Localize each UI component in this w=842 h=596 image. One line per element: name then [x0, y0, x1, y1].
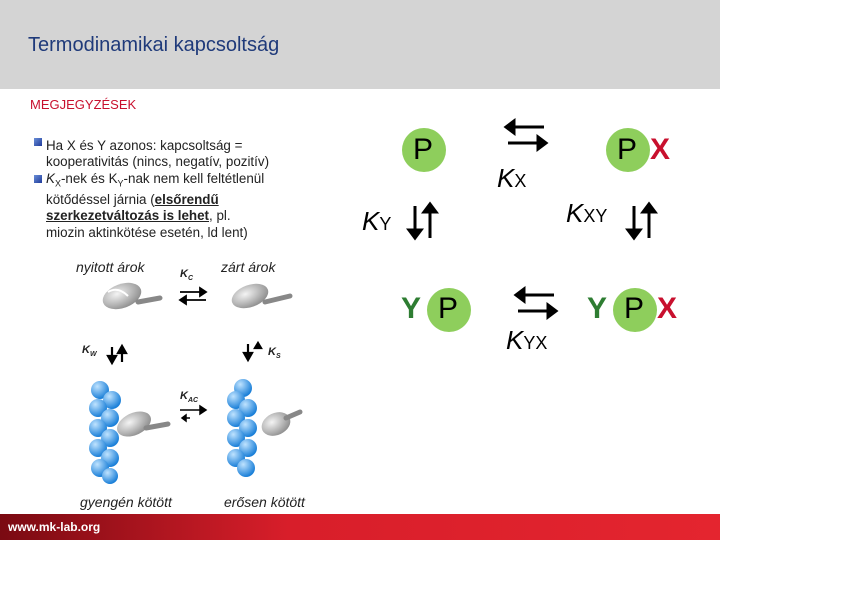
- kx-constant: KX: [497, 163, 527, 193]
- note-line: $K_X$-nek és $K_Y$-nak nem kell feltétlenül: [46, 170, 265, 189]
- note-line: kötődéssel járnia (elsőrendű: [46, 191, 219, 207]
- equilibrium-arrows-w: [108, 346, 126, 363]
- strong-bound-label: erősen kötött: [224, 494, 305, 510]
- page-title: Termodinamikai kapcsoltság: [28, 34, 280, 56]
- kw-label: $K_W$: [82, 344, 97, 359]
- myosin-head-open: [99, 278, 160, 314]
- cycle-arrow-bottom: [516, 289, 556, 317]
- p-label: P: [413, 133, 434, 166]
- cycle-arrow-top: [506, 121, 546, 149]
- myosin-head-closed: [228, 279, 290, 313]
- x-label: X: [650, 133, 671, 166]
- closed-cleft-label: zárt árok: [221, 259, 276, 275]
- open-cleft-label: nyitott árok: [76, 259, 145, 275]
- myosin-head-strong: [258, 408, 300, 441]
- p-label: P: [438, 292, 459, 325]
- y-label: Y: [401, 292, 422, 325]
- footer-url: www.mk-lab.org: [8, 520, 101, 534]
- notes-title: MEGJEGYZÉSEK: [30, 97, 137, 112]
- y-label: Y: [587, 292, 608, 325]
- note-line: szerkezetváltozás is lehet, pl.: [46, 208, 231, 224]
- ky-constant: KY: [362, 206, 392, 236]
- weak-bound-label: gyengén kötött: [80, 494, 172, 510]
- equilibrium-arrows-c: [180, 288, 206, 304]
- cycle-arrow-right: [628, 204, 655, 238]
- myosin-head-weak: [113, 406, 168, 441]
- kyx-constant: KYX: [506, 325, 548, 355]
- x-label: X: [657, 292, 678, 325]
- equilibrium-arrows-s: [244, 343, 261, 360]
- cycle-arrow-left: [409, 204, 436, 238]
- p-label: P: [624, 292, 645, 325]
- p-label: P: [617, 133, 638, 166]
- note-line: miozin aktinkötése esetén, ld lent): [46, 224, 248, 240]
- ks-label: $K_S$: [268, 346, 281, 361]
- kac-label: $K_{AC}$: [180, 390, 199, 405]
- note-line: Ha X és Y azonos: kapcsoltság =: [46, 138, 243, 153]
- kxy-constant: KXY: [566, 198, 608, 228]
- actin-filament-weak: [89, 381, 121, 484]
- equilibrium-arrows-ac: [180, 406, 206, 421]
- actin-filament-strong: [227, 379, 257, 477]
- footer-bar: [0, 514, 720, 540]
- note-line: kooperativitás (nincs, negatív, pozitív): [46, 154, 270, 170]
- kc-label: $K_C$: [180, 268, 194, 283]
